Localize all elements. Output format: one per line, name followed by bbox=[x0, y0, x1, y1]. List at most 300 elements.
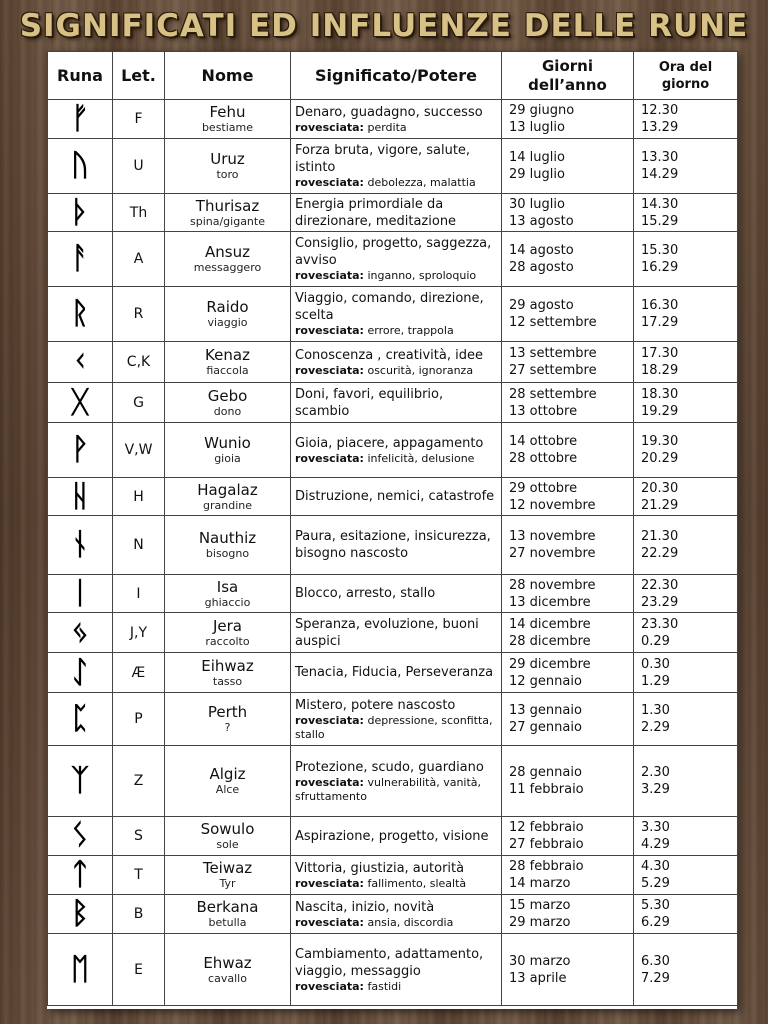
day-start: 14 ottobre bbox=[509, 434, 578, 449]
letter-cell: V,W bbox=[113, 423, 165, 478]
day-end: 27 settembre bbox=[509, 363, 597, 378]
reversed-line bbox=[295, 452, 497, 466]
rune-name: Ehwaz bbox=[203, 953, 252, 972]
table-row bbox=[48, 232, 738, 287]
table-header-row bbox=[48, 52, 738, 100]
hour-end: 3.29 bbox=[641, 782, 670, 797]
hour-end: 4.29 bbox=[641, 837, 670, 852]
rune-glyph-icon: ᛊ bbox=[48, 817, 113, 856]
hour-start: 18.30 bbox=[641, 386, 679, 402]
table-row bbox=[48, 575, 738, 613]
hour-cell bbox=[634, 693, 738, 746]
hour-start: 19.30 bbox=[641, 434, 679, 449]
reversed-text: perdita bbox=[367, 120, 407, 134]
table-row bbox=[48, 194, 738, 232]
hour-start: 23.30 bbox=[641, 616, 679, 632]
significance-cell bbox=[291, 895, 502, 934]
header-let: Let. bbox=[113, 52, 165, 100]
day-end: 14 marzo bbox=[509, 876, 571, 891]
day-end: 13 ottobre bbox=[509, 403, 578, 419]
significance-text: Tenacia, Fiducia, Perseveranza bbox=[295, 665, 494, 680]
name-cell bbox=[165, 653, 291, 693]
significance-text: Protezione, scudo, guardiano bbox=[295, 759, 484, 775]
hour-end: 13.29 bbox=[641, 120, 679, 135]
hour-start: 2.30 bbox=[641, 765, 670, 780]
hour-cell bbox=[634, 856, 738, 895]
rune-name: Jera bbox=[212, 616, 242, 635]
days-cell bbox=[502, 342, 634, 383]
hour-end: 22.29 bbox=[641, 546, 679, 561]
significance-text: Vittoria, giustizia, autorità bbox=[295, 860, 465, 876]
days-cell bbox=[502, 817, 634, 856]
day-end: 12 settembre bbox=[509, 315, 597, 330]
hour-cell bbox=[634, 478, 738, 516]
rune-glyph-icon: ᚠ bbox=[48, 100, 113, 139]
header-giorni-line1: Giorni bbox=[542, 56, 593, 75]
page-title: SIGNIFICATI ED INFLUENZE DELLE RUNE bbox=[19, 8, 749, 44]
days-cell bbox=[502, 693, 634, 746]
day-start: 29 ottobre bbox=[509, 480, 578, 496]
rune-name: Fehu bbox=[209, 103, 246, 121]
name-cell bbox=[165, 287, 291, 342]
significance-cell bbox=[291, 653, 502, 693]
significance-cell bbox=[291, 693, 502, 746]
day-start: 28 febbraio bbox=[509, 859, 584, 874]
significance-cell bbox=[291, 287, 502, 342]
name-cell bbox=[165, 383, 291, 423]
hour-cell bbox=[634, 934, 738, 1006]
rune-glyph-icon: ᚦ bbox=[48, 194, 113, 232]
days-cell bbox=[502, 194, 634, 232]
day-end: 13 agosto bbox=[509, 213, 574, 229]
days-cell bbox=[502, 613, 634, 653]
hour-end: 21.29 bbox=[641, 497, 679, 513]
letter-cell: R bbox=[113, 287, 165, 342]
significance-text: Cambiamento, adattamento, viaggio, messaggio bbox=[295, 946, 484, 979]
name-cell bbox=[165, 232, 291, 287]
hour-start: 14.30 bbox=[641, 196, 679, 212]
table-row bbox=[48, 100, 738, 139]
hour-end: 7.29 bbox=[641, 970, 670, 986]
day-start: 29 dicembre bbox=[509, 656, 591, 672]
table-body bbox=[48, 100, 738, 1006]
hour-cell bbox=[634, 139, 738, 194]
letter-cell: G bbox=[113, 383, 165, 423]
rune-glyph-icon: ᛉ bbox=[48, 746, 113, 817]
letter-cell: C,K bbox=[113, 342, 165, 383]
name-cell bbox=[165, 895, 291, 934]
rune-glyph-icon: ᛇ bbox=[48, 653, 113, 693]
days-cell bbox=[502, 478, 634, 516]
day-start: 14 luglio bbox=[509, 150, 565, 165]
rune-meaning-word: gioia bbox=[214, 452, 241, 465]
name-cell bbox=[165, 613, 291, 653]
hour-start: 13.30 bbox=[641, 150, 679, 165]
rune-glyph-icon: ᚱ bbox=[48, 287, 113, 342]
name-cell bbox=[165, 139, 291, 194]
name-cell bbox=[165, 194, 291, 232]
table-row bbox=[48, 693, 738, 746]
rune-glyph-icon: ᚨ bbox=[48, 232, 113, 287]
day-start: 15 marzo bbox=[509, 898, 571, 913]
reversed-line bbox=[295, 364, 497, 378]
reversed-line bbox=[295, 980, 497, 994]
letter-cell: I bbox=[113, 575, 165, 613]
rune-glyph-icon: ᚢ bbox=[48, 139, 113, 194]
name-cell bbox=[165, 100, 291, 139]
significance-cell bbox=[291, 613, 502, 653]
day-end: 12 novembre bbox=[509, 497, 596, 513]
rune-meaning-word: raccolto bbox=[205, 634, 250, 648]
significance-cell bbox=[291, 383, 502, 423]
hour-start: 3.30 bbox=[641, 820, 670, 835]
hour-end: 0.29 bbox=[641, 633, 670, 649]
rune-meaning-word: cavallo bbox=[208, 971, 247, 985]
significance-text: Distruzione, nemici, catastrofe bbox=[295, 489, 495, 504]
significance-text: Denaro, guadagno, successo bbox=[295, 104, 483, 120]
reversed-label: rovesciata: bbox=[295, 876, 364, 890]
hour-end: 5.29 bbox=[641, 876, 670, 891]
reversed-line bbox=[295, 324, 497, 338]
reversed-text: vulnerabilità, vanità, sfruttamento bbox=[295, 775, 482, 803]
days-cell bbox=[502, 139, 634, 194]
hour-start: 12.30 bbox=[641, 103, 679, 118]
reversed-text: fastidi bbox=[367, 979, 402, 993]
hour-start: 20.30 bbox=[641, 480, 679, 496]
day-end: 27 novembre bbox=[509, 546, 596, 561]
significance-text: Forza bruta, vigore, salute, istinto bbox=[295, 143, 471, 175]
significance-text: Doni, favori, equilibrio, scambio bbox=[295, 386, 444, 419]
rune-meaning-word: tasso bbox=[212, 674, 243, 688]
day-start: 14 agosto bbox=[509, 243, 574, 258]
letter-cell: A bbox=[113, 232, 165, 287]
hour-end: 1.29 bbox=[641, 673, 670, 689]
table-row bbox=[48, 746, 738, 817]
rune-name: Uruz bbox=[210, 150, 245, 168]
hour-cell bbox=[634, 613, 738, 653]
significance-cell bbox=[291, 139, 502, 194]
reversed-line bbox=[295, 776, 497, 804]
reversed-text: infelicità, delusione bbox=[367, 451, 475, 465]
rune-meaning-word: bestiame bbox=[201, 121, 254, 134]
reversed-text: oscurità, ignoranza bbox=[367, 363, 474, 377]
table-row bbox=[48, 287, 738, 342]
rune-glyph-icon: ᛁ bbox=[48, 575, 113, 613]
day-end: 28 ottobre bbox=[509, 451, 578, 466]
rune-glyph-icon: ᚹ bbox=[48, 423, 113, 478]
rune-meaning-word: fiaccola bbox=[206, 364, 249, 377]
day-start: 30 luglio bbox=[509, 196, 565, 212]
reversed-label: rovesciata: bbox=[295, 120, 364, 134]
days-cell bbox=[502, 934, 634, 1006]
day-end: 28 agosto bbox=[509, 260, 574, 275]
hour-start: 1.30 bbox=[641, 703, 670, 718]
header-ora bbox=[634, 52, 738, 100]
letter-cell: N bbox=[113, 516, 165, 575]
day-end: 29 luglio bbox=[509, 167, 565, 182]
hour-cell bbox=[634, 653, 738, 693]
significance-cell bbox=[291, 856, 502, 895]
name-cell bbox=[165, 934, 291, 1006]
reversed-text: ansia, discordia bbox=[367, 915, 454, 929]
name-cell bbox=[165, 856, 291, 895]
table-row bbox=[48, 895, 738, 934]
table-row bbox=[48, 613, 738, 653]
hour-start: 4.30 bbox=[641, 859, 670, 874]
rune-name: Nauthiz bbox=[198, 529, 257, 547]
days-cell bbox=[502, 575, 634, 613]
days-cell bbox=[502, 287, 634, 342]
day-end: 13 dicembre bbox=[509, 594, 591, 610]
significance-cell bbox=[291, 817, 502, 856]
days-cell bbox=[502, 856, 634, 895]
rune-meaning-word: dono bbox=[213, 404, 242, 418]
hour-end: 16.29 bbox=[641, 260, 679, 275]
significance-cell bbox=[291, 194, 502, 232]
significance-text: Consiglio, progetto, saggezza, avviso bbox=[295, 236, 492, 268]
rune-glyph-icon: ᚷ bbox=[48, 383, 113, 423]
rune-glyph-icon: ᛈ bbox=[48, 693, 113, 746]
rune-glyph-icon: ᚺ bbox=[48, 478, 113, 516]
significance-cell bbox=[291, 516, 502, 575]
reversed-text: debolezza, malattia bbox=[367, 176, 476, 189]
letter-cell: H bbox=[113, 478, 165, 516]
hour-end: 6.29 bbox=[641, 915, 670, 930]
significance-cell bbox=[291, 423, 502, 478]
letter-cell: U bbox=[113, 139, 165, 194]
day-start: 12 febbraio bbox=[509, 820, 584, 835]
significance-text: Viaggio, comando, direzione, scelta bbox=[295, 291, 484, 323]
reversed-line bbox=[295, 877, 497, 891]
rune-name: Thurisaz bbox=[195, 196, 260, 215]
rune-name: Eihwaz bbox=[201, 656, 254, 675]
hour-cell bbox=[634, 575, 738, 613]
hour-end: 15.29 bbox=[641, 213, 679, 229]
hour-start: 21.30 bbox=[641, 529, 679, 544]
days-cell bbox=[502, 100, 634, 139]
day-start: 13 novembre bbox=[509, 529, 596, 544]
rune-table-sheet bbox=[47, 51, 737, 1009]
table-row bbox=[48, 423, 738, 478]
header-ora-line1: Ora del bbox=[658, 59, 713, 75]
rune-glyph-icon: ᚾ bbox=[48, 516, 113, 575]
letter-cell: S bbox=[113, 817, 165, 856]
day-end: 27 febbraio bbox=[509, 837, 584, 852]
hour-cell bbox=[634, 287, 738, 342]
day-end: 12 gennaio bbox=[509, 673, 582, 689]
days-cell bbox=[502, 516, 634, 575]
reversed-line bbox=[295, 916, 497, 930]
day-end: 13 aprile bbox=[509, 970, 567, 986]
table-row bbox=[48, 653, 738, 693]
reversed-label: rovesciata: bbox=[295, 979, 364, 993]
letter-cell: Th bbox=[113, 194, 165, 232]
days-cell bbox=[502, 895, 634, 934]
rune-meaning-word: bisogno bbox=[205, 547, 250, 560]
reversed-label: rovesciata: bbox=[295, 451, 364, 465]
hour-end: 20.29 bbox=[641, 451, 679, 466]
reversed-text: fallimento, slealtà bbox=[367, 876, 467, 890]
significance-text: Nascita, inizio, novità bbox=[295, 899, 435, 915]
table-row bbox=[48, 817, 738, 856]
reversed-label: rovesciata: bbox=[295, 269, 364, 282]
rune-meaning-word: Tyr bbox=[219, 877, 236, 890]
rune-meaning-word: toro bbox=[216, 168, 239, 181]
name-cell bbox=[165, 746, 291, 817]
days-cell bbox=[502, 746, 634, 817]
day-start: 13 settembre bbox=[509, 346, 597, 361]
hour-cell bbox=[634, 817, 738, 856]
day-start: 14 dicembre bbox=[509, 616, 591, 632]
reversed-text: errore, trappola bbox=[367, 324, 454, 337]
hour-end: 23.29 bbox=[641, 594, 679, 610]
days-cell bbox=[502, 232, 634, 287]
rune-glyph-icon: ᛒ bbox=[48, 895, 113, 934]
day-end: 28 dicembre bbox=[509, 633, 591, 649]
table-row bbox=[48, 478, 738, 516]
letter-cell: F bbox=[113, 100, 165, 139]
letter-cell: P bbox=[113, 693, 165, 746]
day-end: 11 febbraio bbox=[509, 782, 584, 797]
reversed-label: rovesciata: bbox=[295, 324, 364, 337]
rune-glyph-icon: ᛏ bbox=[48, 856, 113, 895]
hour-end: 2.29 bbox=[641, 720, 670, 735]
hour-start: 0.30 bbox=[641, 656, 670, 672]
reversed-text: inganno, sproloquio bbox=[367, 269, 477, 282]
reversed-text: depressione, sconfitta, stallo bbox=[295, 713, 493, 741]
rune-meaning-word: spina/gigante bbox=[189, 214, 265, 228]
significance-text: Paura, esitazione, insicurezza, bisogno nascosto bbox=[295, 529, 491, 561]
name-cell bbox=[165, 693, 291, 746]
table-row bbox=[48, 856, 738, 895]
hour-cell bbox=[634, 232, 738, 287]
hour-cell bbox=[634, 100, 738, 139]
hour-cell bbox=[634, 746, 738, 817]
rune-glyph-icon: ᚲ bbox=[48, 342, 113, 383]
letter-cell: J,Y bbox=[113, 613, 165, 653]
days-cell bbox=[502, 383, 634, 423]
rune-meaning-word: messaggero bbox=[193, 261, 262, 274]
letter-cell: T bbox=[113, 856, 165, 895]
reversed-line bbox=[295, 714, 497, 742]
reversed-label: rovesciata: bbox=[295, 176, 364, 189]
rune-meaning-word: viaggio bbox=[207, 316, 248, 329]
header-significato: Significato/Potere bbox=[291, 52, 502, 100]
significance-cell bbox=[291, 934, 502, 1006]
rune-meaning-word: ? bbox=[224, 721, 231, 734]
hour-cell bbox=[634, 194, 738, 232]
hour-end: 17.29 bbox=[641, 315, 679, 330]
header-giorni bbox=[502, 52, 634, 100]
significance-text: Mistero, potere nascosto bbox=[295, 697, 456, 713]
hour-cell bbox=[634, 342, 738, 383]
reversed-label: rovesciata: bbox=[295, 713, 364, 727]
reversed-label: rovesciata: bbox=[295, 775, 364, 789]
hour-start: 17.30 bbox=[641, 346, 679, 361]
name-cell bbox=[165, 817, 291, 856]
rune-name: Perth bbox=[207, 703, 248, 721]
rune-name: Kenaz bbox=[205, 346, 250, 364]
rune-name: Algiz bbox=[209, 765, 246, 783]
significance-text: Gioia, piacere, appagamento bbox=[295, 435, 484, 451]
header-nome: Nome bbox=[165, 52, 291, 100]
significance-cell bbox=[291, 342, 502, 383]
significance-cell bbox=[291, 575, 502, 613]
name-cell bbox=[165, 575, 291, 613]
header-ora-line2: giorno bbox=[661, 76, 710, 92]
rune-name: Gebo bbox=[207, 386, 248, 405]
header-runa: Runa bbox=[48, 52, 113, 100]
significance-text: Aspirazione, progetto, visione bbox=[295, 828, 489, 844]
hour-end: 14.29 bbox=[641, 167, 679, 182]
reversed-line bbox=[295, 121, 497, 135]
rune-meaning-word: Alce bbox=[215, 783, 240, 796]
table-row bbox=[48, 934, 738, 1006]
rune-name: Berkana bbox=[196, 898, 259, 916]
significance-cell bbox=[291, 746, 502, 817]
letter-cell: Z bbox=[113, 746, 165, 817]
rune-name: Sowulo bbox=[200, 820, 255, 838]
days-cell bbox=[502, 653, 634, 693]
reversed-line bbox=[295, 176, 497, 190]
day-start: 28 novembre bbox=[509, 577, 596, 593]
rune-meaning-word: ghiaccio bbox=[204, 595, 251, 609]
hour-cell bbox=[634, 423, 738, 478]
rune-name: Raido bbox=[206, 298, 249, 316]
rune-name: Wunio bbox=[204, 434, 251, 452]
table-row bbox=[48, 383, 738, 423]
significance-text: Energia primordiale da direzionare, meditazione bbox=[295, 196, 457, 229]
day-start: 29 agosto bbox=[509, 298, 574, 313]
name-cell bbox=[165, 423, 291, 478]
day-start: 13 gennaio bbox=[509, 703, 582, 718]
significance-cell bbox=[291, 478, 502, 516]
table-row bbox=[48, 139, 738, 194]
hour-cell bbox=[634, 516, 738, 575]
rune-meaning-word: betulla bbox=[208, 916, 247, 929]
significance-text: Speranza, evoluzione, buoni auspici bbox=[295, 616, 479, 649]
table-row bbox=[48, 342, 738, 383]
rune-meaning-word: grandine bbox=[203, 498, 252, 512]
day-start: 28 settembre bbox=[509, 386, 597, 402]
rune-name: Ansuz bbox=[205, 243, 250, 261]
day-start: 30 marzo bbox=[509, 953, 571, 969]
letter-cell: Æ bbox=[113, 653, 165, 693]
significance-text: Blocco, arresto, stallo bbox=[295, 586, 436, 601]
name-cell bbox=[165, 516, 291, 575]
name-cell bbox=[165, 342, 291, 383]
rune-name: Isa bbox=[216, 577, 239, 596]
days-cell bbox=[502, 423, 634, 478]
significance-cell bbox=[291, 100, 502, 139]
day-start: 29 giugno bbox=[509, 103, 575, 118]
hour-start: 6.30 bbox=[641, 953, 670, 969]
rune-name: Hagalaz bbox=[197, 480, 258, 499]
reversed-line bbox=[295, 269, 497, 283]
table-row bbox=[48, 516, 738, 575]
rune-name: Teiwaz bbox=[202, 859, 253, 877]
hour-start: 22.30 bbox=[641, 577, 679, 593]
letter-cell: E bbox=[113, 934, 165, 1006]
day-start: 28 gennaio bbox=[509, 765, 582, 780]
header-giorni-line2: dell’anno bbox=[528, 75, 607, 94]
hour-end: 18.29 bbox=[641, 363, 679, 378]
rune-meaning-word: sole bbox=[216, 838, 239, 851]
rune-glyph-icon: ᛃ bbox=[48, 613, 113, 653]
rune-table bbox=[47, 51, 738, 1006]
day-end: 27 gennaio bbox=[509, 720, 582, 735]
reversed-label: rovesciata: bbox=[295, 915, 364, 929]
